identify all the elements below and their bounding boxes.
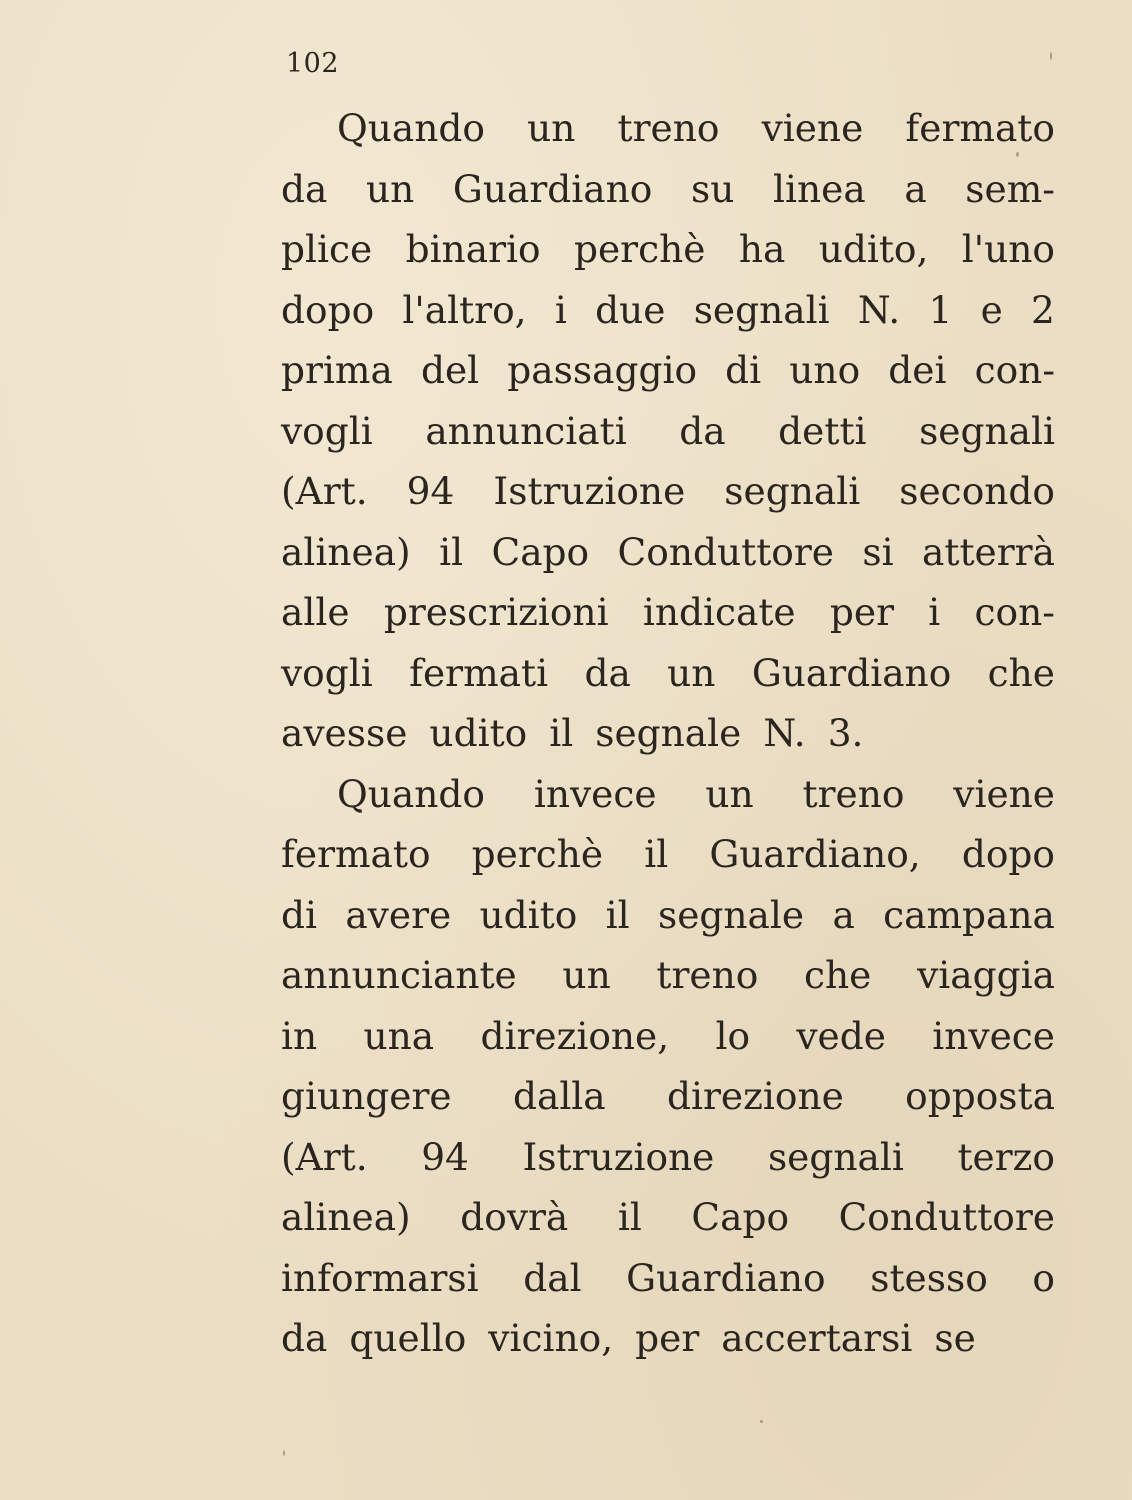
- paper-speck: [283, 1450, 285, 1456]
- word: Istruzione: [522, 1134, 715, 1179]
- text-line: [281, 1308, 1055, 1369]
- word: si: [862, 529, 894, 574]
- text-line: [281, 643, 1055, 704]
- word: e: [980, 287, 1003, 332]
- word: per: [635, 1316, 700, 1360]
- word: da: [584, 650, 631, 695]
- text-line: [281, 1248, 1055, 1309]
- word: treno: [802, 771, 905, 816]
- text-line: [281, 703, 1055, 764]
- word: udito: [429, 711, 528, 755]
- text-line: [281, 1006, 1055, 1067]
- word: segnali: [767, 1134, 904, 1179]
- text-line: [281, 1066, 1055, 1127]
- text-line: [281, 824, 1055, 885]
- text-line: [281, 219, 1055, 280]
- word: a: [832, 892, 855, 937]
- page-number: 102: [286, 48, 340, 79]
- word: un: [705, 771, 754, 816]
- word: un: [365, 166, 415, 211]
- word: udito: [479, 892, 578, 937]
- word: dal: [523, 1255, 582, 1300]
- word: lo: [715, 1013, 751, 1058]
- word: una: [363, 1013, 435, 1058]
- word: alinea): [281, 529, 411, 574]
- word: fermato: [905, 106, 1055, 150]
- word: il: [644, 832, 669, 876]
- word: su: [691, 166, 735, 211]
- word: l'uno: [961, 227, 1055, 271]
- word: binario: [405, 227, 541, 271]
- text-line: [281, 401, 1055, 462]
- word: sem-: [965, 166, 1055, 211]
- word: 1: [928, 287, 953, 332]
- word: udito,: [818, 227, 929, 271]
- word: segnali: [724, 469, 861, 513]
- word: viene: [953, 771, 1055, 816]
- word: Guardiano: [626, 1255, 826, 1300]
- text-line: [281, 582, 1055, 643]
- word: di: [725, 348, 762, 392]
- word: Guardiano,: [709, 832, 921, 876]
- text-line: [281, 522, 1055, 583]
- body-text: [281, 98, 1055, 1369]
- word: un: [667, 650, 716, 695]
- word: con-: [974, 348, 1055, 392]
- word: segnale: [595, 711, 742, 755]
- paper-speck: [760, 1420, 763, 1423]
- word: stesso: [870, 1255, 988, 1300]
- word: perchè: [573, 227, 706, 271]
- word: fermati: [409, 650, 549, 695]
- text-line: [281, 1127, 1055, 1188]
- word: avere: [345, 892, 452, 937]
- text-line: [281, 98, 1055, 159]
- word: N.: [857, 287, 901, 332]
- word: con-: [974, 590, 1055, 634]
- word: un: [562, 953, 611, 997]
- word: segnali: [693, 287, 830, 332]
- word: plice: [281, 227, 373, 271]
- word: Quando: [337, 106, 485, 150]
- word: dovrà: [460, 1195, 569, 1239]
- word: direzione,: [480, 1013, 670, 1058]
- word: a: [904, 166, 927, 211]
- word: o: [1032, 1255, 1055, 1300]
- word: Capo: [691, 1195, 790, 1239]
- text-line: [281, 945, 1055, 1006]
- word: (Art.: [281, 1134, 368, 1179]
- word: Conduttore: [617, 529, 834, 574]
- word: quello: [349, 1316, 467, 1360]
- word: annunciante: [281, 953, 517, 997]
- word: indicate: [642, 590, 796, 634]
- word: un: [527, 106, 576, 150]
- word: da: [679, 408, 726, 453]
- word: alinea): [281, 1195, 411, 1239]
- word: treno: [617, 106, 720, 150]
- word: 2: [1031, 287, 1055, 332]
- word: viene: [761, 106, 864, 150]
- word: dei: [888, 348, 947, 392]
- word: treno: [656, 953, 759, 997]
- word: prima: [281, 348, 393, 392]
- word: Guardiano: [452, 166, 653, 211]
- word: avesse: [281, 711, 408, 755]
- text-line: [281, 461, 1055, 522]
- text-line: [281, 885, 1055, 946]
- text-line: [281, 340, 1055, 401]
- word: in: [281, 1013, 318, 1058]
- word: viaggia: [917, 953, 1055, 997]
- word: Guardiano: [751, 650, 952, 695]
- word: i: [554, 287, 567, 332]
- word: 3.: [827, 711, 864, 755]
- word: informarsi: [281, 1255, 479, 1300]
- word: N.: [763, 711, 806, 755]
- word: invece: [533, 771, 657, 816]
- word: da: [281, 1316, 328, 1360]
- word: il: [439, 529, 464, 574]
- word: da: [281, 166, 328, 211]
- word: il: [549, 711, 574, 755]
- word: di: [281, 892, 317, 937]
- word: che: [804, 953, 872, 997]
- word: terzo: [957, 1134, 1055, 1179]
- word: ha: [738, 227, 786, 271]
- word: (Art.: [281, 469, 368, 513]
- word: dalla: [512, 1074, 606, 1118]
- word: dopo: [961, 832, 1055, 876]
- word: Istruzione: [493, 469, 686, 513]
- word: se: [934, 1316, 976, 1360]
- word: linea: [773, 166, 866, 211]
- word: per: [829, 590, 894, 634]
- text-line: [281, 159, 1055, 220]
- word: l'altro,: [402, 287, 527, 332]
- word: invece: [932, 1013, 1055, 1058]
- word: Capo: [491, 529, 590, 574]
- paper-speck: [1016, 152, 1019, 157]
- word: uno: [789, 348, 861, 392]
- text-line: [281, 1187, 1055, 1248]
- text-line: [281, 764, 1055, 825]
- word: vede: [796, 1013, 886, 1058]
- word: vicino,: [488, 1316, 614, 1360]
- word: il: [617, 1195, 642, 1239]
- word: opposta: [905, 1074, 1055, 1118]
- word: atterrà: [922, 529, 1055, 574]
- word: che: [987, 650, 1055, 695]
- word: fermato: [281, 832, 431, 876]
- paper-speck: [1050, 52, 1052, 60]
- word: secondo: [899, 469, 1055, 513]
- word: prescrizioni: [383, 590, 609, 634]
- word: perchè: [471, 832, 604, 876]
- word: segnali: [919, 408, 1055, 453]
- word: direzione: [667, 1074, 844, 1118]
- word: Conduttore: [838, 1195, 1055, 1239]
- word: dopo: [281, 287, 375, 332]
- word: alle: [281, 590, 350, 634]
- word: vogli: [281, 408, 373, 453]
- word: annunciati: [425, 408, 627, 453]
- word: due: [595, 287, 666, 332]
- word: 94: [406, 469, 455, 513]
- word: 94: [421, 1134, 469, 1179]
- word: passaggio: [507, 348, 698, 392]
- word: campana: [883, 892, 1055, 937]
- word: vogli: [281, 650, 373, 695]
- word: detti: [778, 408, 867, 453]
- word: giungere: [281, 1074, 452, 1118]
- text-line: [281, 280, 1055, 341]
- word: Quando: [337, 771, 485, 816]
- word: accertarsi: [721, 1316, 913, 1360]
- word: i: [928, 590, 941, 634]
- word: il: [605, 892, 630, 937]
- word: segnale: [657, 892, 805, 937]
- word: del: [420, 348, 480, 392]
